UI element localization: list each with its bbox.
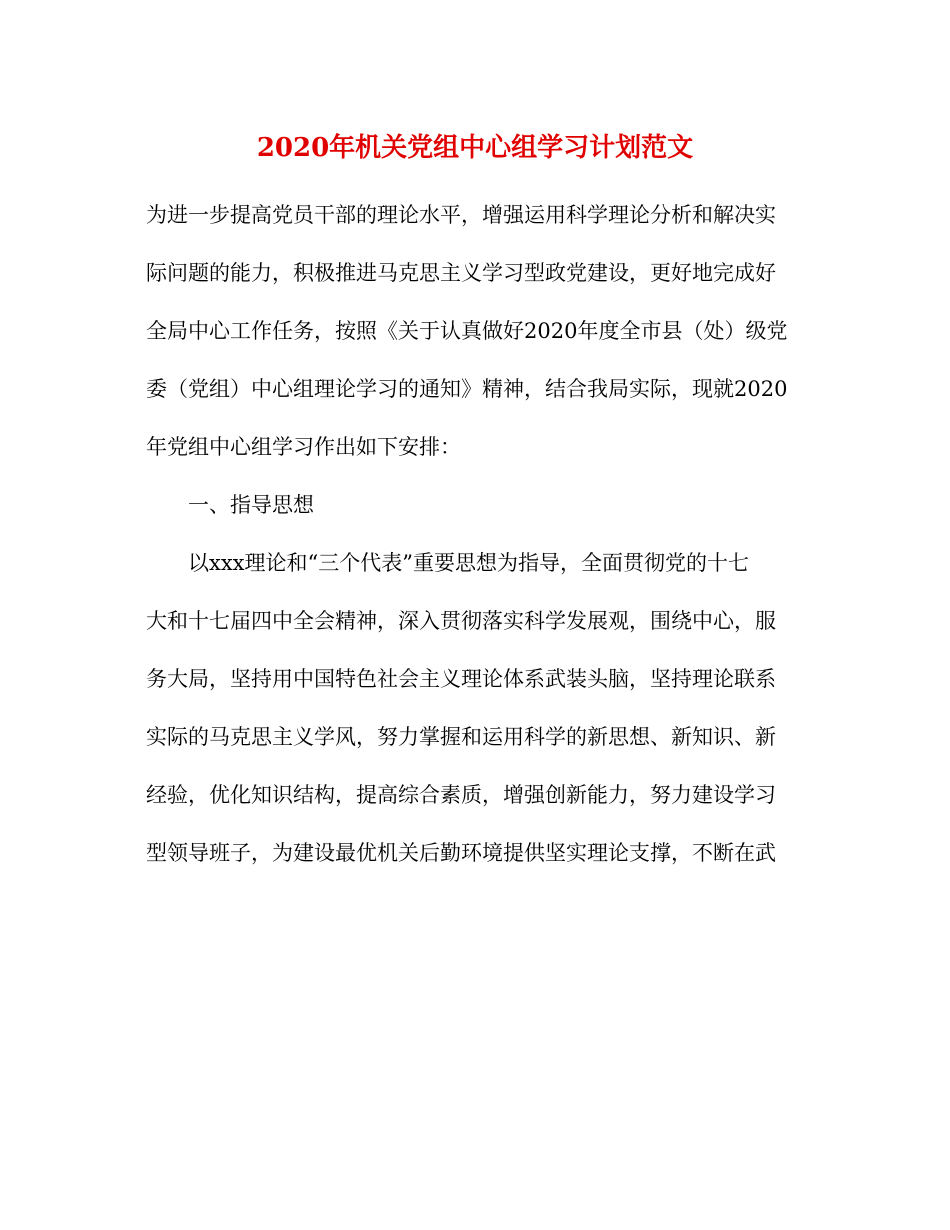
section-heading: 一、指导思想 (146, 493, 314, 517)
body-line: 以xxx理论和“三个代表”重要思想为指导，全面贯彻党的十七 (146, 551, 749, 575)
body-line: 全局中心工作任务，按照《关于认真做好2020年度全市县（处）级党 (146, 319, 788, 343)
body-line: 经验，优化知识结构，提高综合素质，增强创新能力，努力建设学习 (146, 783, 776, 807)
body-line: 实际的马克思主义学风，努力掌握和运用科学的新思想、新知识、新 (146, 725, 776, 749)
body-line: 为进一步提高党员干部的理论水平，增强运用科学理论分析和解决实 (146, 203, 776, 227)
body-line: 年党组中心组学习作出如下安排： (146, 435, 461, 459)
document-title: 2020年机关党组中心组学习计划范文 (256, 133, 694, 163)
body-line: 型领导班子，为建设最优机关后勤环境提供坚实理论支撑，不断在武 (146, 841, 776, 865)
document-body (146, 186, 826, 882)
body-line: 大和十七届四中全会精神，深入贯彻落实科学发展观，围绕中心，服 (146, 609, 776, 633)
body-line: 委（党组）中心组理论学习的通知》精神，结合我局实际，现就2020 (146, 377, 788, 401)
body-line: 际问题的能力，积极推进马克思主义学习型政党建设，更好地完成好 (146, 261, 776, 285)
body-line: 务大局，坚持用中国特色社会主义理论体系武装头脑，坚持理论联系 (146, 667, 776, 691)
